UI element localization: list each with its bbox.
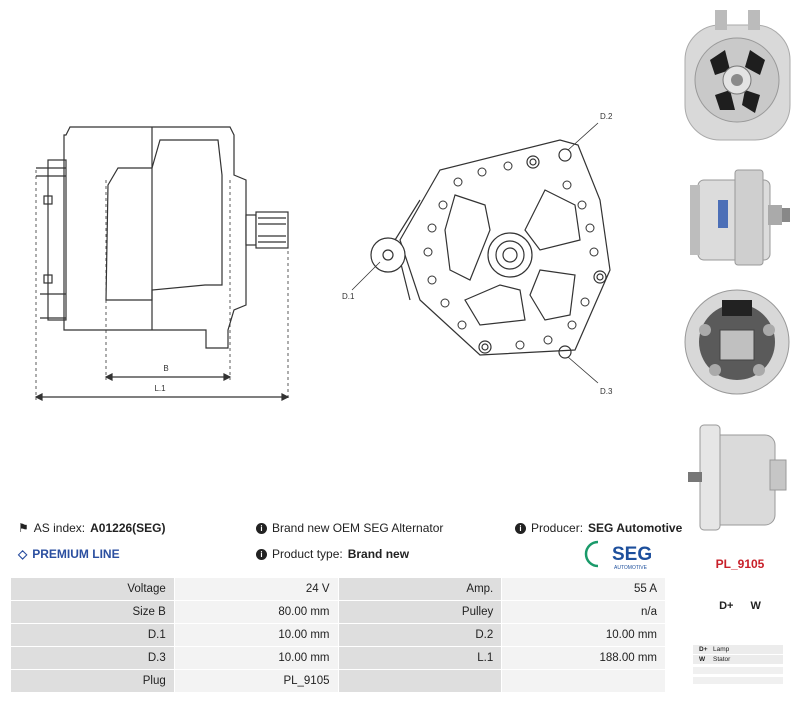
spec-row (11, 578, 666, 601)
diamond-icon: ◇ (18, 547, 28, 561)
producer-value: SEG Automotive (588, 521, 683, 535)
description-text: Brand new OEM SEG Alternator (272, 521, 444, 535)
spec-label: Amp. (338, 578, 502, 601)
product-photo-column (675, 0, 800, 704)
tag-icon: ⚑ (18, 521, 29, 535)
premium-line-badge (18, 547, 120, 561)
product-type-label: Product type: (272, 547, 343, 561)
product-type-value: Brand new (347, 547, 410, 561)
legend-pin: D+ (699, 646, 708, 653)
plug-legend (693, 645, 783, 687)
front-view-drawing (352, 123, 610, 383)
plug-code: PL_9105 (715, 557, 765, 571)
spec-row (11, 624, 666, 647)
info-icon: i (256, 523, 267, 534)
spec-value: 10.00 mm (174, 624, 338, 647)
spec-value: 10.00 mm (502, 624, 666, 647)
spec-label: D.2 (338, 624, 502, 647)
spec-value: 10.00 mm (174, 647, 338, 670)
photo-rear-view[interactable] (680, 285, 795, 400)
spec-label: L.1 (338, 647, 502, 670)
spec-label: D.1 (11, 624, 175, 647)
as-index-label: AS index: (33, 521, 86, 535)
legend-blank-row (693, 677, 783, 684)
dimension-label-d3: D.3 (600, 387, 613, 396)
spec-row (11, 670, 666, 693)
spec-value (502, 670, 666, 693)
spec-table (10, 577, 666, 693)
premium-line-label: PREMIUM LINE (32, 547, 120, 561)
spec-label: Voltage (11, 578, 175, 601)
spec-value: 24 V (174, 578, 338, 601)
seg-logo-subtext: AUTOMOTIVE (614, 565, 647, 571)
spec-row (11, 647, 666, 670)
dimension-label-d1: D.1 (342, 292, 355, 301)
as-index (18, 521, 166, 535)
legend-pin: W (699, 656, 706, 663)
photo-front-view[interactable] (680, 5, 795, 150)
spec-row (11, 601, 666, 624)
legend-row (693, 645, 783, 654)
info-icon: i (515, 523, 526, 534)
spec-label (338, 670, 502, 693)
legend-blank-row (693, 667, 783, 674)
product-info (0, 515, 683, 575)
as-index-value: A01226(SEG) (90, 521, 166, 535)
dimension-label-d2: D.2 (600, 112, 613, 121)
seg-logo (580, 538, 680, 572)
dimension-label-b: B (163, 364, 169, 373)
side-view-drawing (36, 127, 288, 400)
photo-side-view[interactable] (680, 160, 795, 275)
description (256, 521, 443, 535)
plug-pins: D+ W (719, 600, 761, 612)
legend-desc: Stator (713, 656, 731, 663)
dimension-label-l1: L.1 (154, 384, 166, 393)
producer-label: Producer: (531, 521, 584, 535)
spec-label: Size B (11, 601, 175, 624)
spec-label: Plug (11, 670, 175, 693)
product-type (256, 547, 409, 561)
spec-label: Pulley (338, 601, 502, 624)
info-icon: i (256, 549, 267, 560)
seg-logo-text: SEG (612, 544, 653, 565)
spec-value: PL_9105 (174, 670, 338, 693)
spec-value: 188.00 mm (502, 647, 666, 670)
legend-desc: Lamp (713, 646, 730, 653)
producer (515, 521, 682, 535)
spec-label: D.3 (11, 647, 175, 670)
spec-value: 55 A (502, 578, 666, 601)
photo-angle-view[interactable] (680, 420, 795, 535)
spec-value: n/a (502, 601, 666, 624)
spec-value: 80.00 mm (174, 601, 338, 624)
legend-row (693, 655, 783, 664)
